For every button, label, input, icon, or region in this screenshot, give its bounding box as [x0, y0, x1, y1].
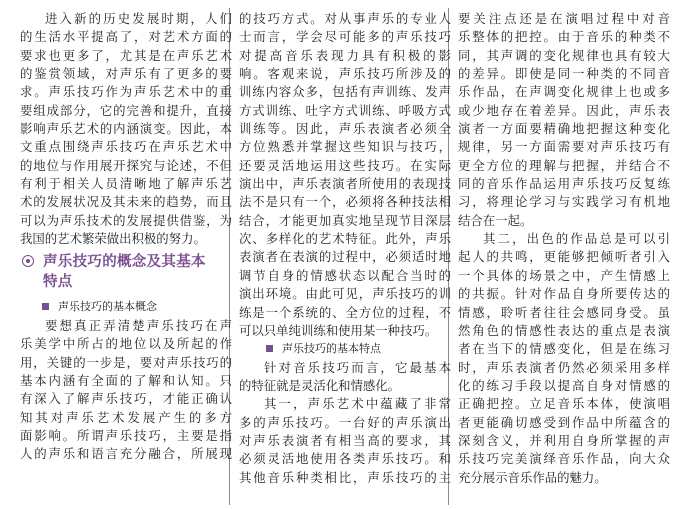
text-line: 有利于相关人员清晰地了解声乐艺 — [20, 176, 232, 192]
text-line: 结合在一起。 — [458, 212, 533, 228]
text-line: 可以为声乐技术的发展提供借鉴，为 — [20, 212, 232, 228]
square-bullet-icon — [42, 303, 49, 310]
text-line: 进入新的历史发展时期，人们 — [45, 11, 232, 26]
text-line: 正确把控。立足音乐本体，使演唱 — [458, 396, 670, 412]
first-feature-continued — [458, 10, 670, 230]
text-line: 响。客观来说，声乐技巧所涉及的 — [239, 66, 451, 82]
text-line: 文重点围绕声乐技巧在声乐艺术中 — [20, 139, 232, 155]
text-line: 时，声乐表演者仍然必须采用多样 — [458, 359, 670, 375]
text-line: 深刻含义，并利用自身所掌握的声 — [458, 432, 670, 448]
text-line: 乐美学中所占的地位以及所起的作 — [20, 336, 232, 352]
bullet-circle-icon — [22, 255, 34, 267]
technique-paragraph — [239, 10, 451, 340]
subheading — [239, 340, 451, 358]
intro-paragraph — [20, 10, 232, 248]
text-line: 方式训练、吐字方式训练、呼吸方式 — [239, 102, 451, 118]
text-line: 有深入了解声乐技巧，才能正确认 — [20, 391, 232, 407]
text-line: 乐技巧完美演绎音乐作品，向大众 — [458, 451, 670, 467]
text-line: 乐整体的把控。由于音乐的种类不 — [458, 29, 670, 45]
text-line: 面影响。所谓声乐技巧，主要是指 — [20, 427, 232, 443]
text-line: 化的练习手段以提高自身对情感的 — [458, 377, 670, 393]
text-line: 基本内涵有全面的了解和认知。只 — [20, 372, 232, 388]
text-line: 练是一个系统的、全方位的过程，不 — [239, 304, 451, 320]
text-line: 针对音乐技巧而言，它最基本 — [264, 359, 451, 375]
text-line: 乐作品，在声调变化规律上也或多 — [458, 84, 670, 100]
text-line: 训练等。因此，声乐表演者必须全 — [239, 121, 451, 137]
features-intro-paragraph — [239, 359, 451, 396]
text-line: 的共振。针对作品自身所要传达的 — [458, 286, 670, 302]
text-line: 还要灵活地运用这些技巧。在实际 — [239, 157, 451, 173]
column-3 — [458, 10, 670, 487]
text-line: 要关注点还是在演唱过程中对音 — [458, 11, 670, 26]
text-line: 的鉴赏领域，对声乐有了更多的要 — [20, 66, 232, 82]
text-line: 同，其声调的变化规律也具有较大 — [458, 47, 670, 63]
text-line: 求。声乐技巧作为声乐艺术中的重 — [20, 84, 232, 100]
text-line: 我国的艺术繁荣做出积极的努力。 — [20, 231, 206, 247]
text-line: 表演者在表演的过程中，必须适时地 — [239, 249, 451, 265]
subheading — [20, 298, 232, 316]
text-line: 人的声乐和语言充分融合，所展现 — [20, 446, 232, 462]
text-line: 知其对声乐艺术发展产生的多方 — [20, 409, 232, 425]
text-line: 可以只单纯训练和使用某一种技巧。 — [239, 322, 438, 338]
text-line: 要想真正弄清楚声乐技巧在声 — [45, 317, 232, 333]
text-line: 或少地存在着差异。因此，声乐表 — [458, 102, 670, 118]
text-line: 用，关键的一步是，要对声乐技巧的 — [20, 354, 232, 370]
text-line: 士而言，学会尽可能多的声乐技巧 — [239, 29, 451, 45]
text-line: 多的声乐技巧。一台好的声乐演出 — [239, 414, 451, 430]
text-line: 必须灵活地使用各类声乐技巧。和 — [239, 451, 451, 467]
text-line: 规律，另一方面需要对声乐技巧有 — [458, 139, 670, 155]
subheading-text: 声乐技巧的基本概念 — [58, 300, 157, 314]
text-line: 对提高音乐表现力具有积极的影 — [239, 47, 451, 63]
text-line: 的地位与作用展开探究与论述，不但 — [20, 157, 232, 173]
text-line: 其他音乐种类相比，声乐技巧的主 — [239, 469, 451, 485]
column-2 — [239, 10, 451, 487]
second-feature-paragraph — [458, 230, 670, 487]
text-line: 次、多样化的艺术特征。此外，声乐 — [239, 231, 451, 247]
text-line: 演出环境。由此可见，声乐技巧的训 — [239, 286, 451, 302]
text-line: 法不是只有一个，必须将各种技法相 — [239, 194, 451, 210]
text-line: 情感，聆听者往往会感同身受。虽 — [458, 304, 670, 320]
text-line: 更全方位的理解与把握，并结合不 — [458, 157, 670, 173]
text-line: 训练内容众多，包括有声训练、发声 — [239, 84, 451, 100]
text-line: 其一，声乐艺术中蕴藏了非常 — [264, 396, 451, 412]
text-line: 的差异。即使是同一种类的不同音 — [458, 66, 670, 82]
square-bullet-icon — [266, 345, 273, 352]
text-line: 要组成部分，它的完善和提升，直接 — [20, 102, 232, 118]
section-title-line: 特点 — [43, 274, 73, 291]
text-line: 的特征就是灵活化和情感化。 — [239, 377, 401, 393]
text-line: 者在当下的情感变化，但是在练习 — [458, 341, 670, 357]
text-line: 习，将理论学习与实践学习有机地 — [458, 194, 670, 210]
text-line: 演者一方面要精确地把握这种变化 — [458, 121, 670, 137]
subheading-text: 声乐技巧的基本特点 — [282, 342, 381, 356]
concept-paragraph — [20, 317, 232, 464]
text-line: 同的音乐作品运用声乐技巧反复练 — [458, 176, 670, 192]
text-line: 调节自身的情感状态以配合当时的 — [239, 267, 451, 283]
text-line: 术的发展状况及其未来的趋势，而且 — [20, 194, 232, 210]
section-heading — [20, 252, 232, 296]
column-1 — [20, 10, 232, 464]
text-line: 充分展示音乐作品的魅力。 — [458, 469, 607, 485]
text-line: 一个具体的场景之中，产生情感上 — [458, 267, 670, 283]
text-line: 影响声乐艺术的内涵演变。因此，本 — [20, 121, 232, 137]
text-line: 其二，出色的作品总是可以引 — [483, 231, 670, 247]
section-title-line: 声乐技巧的概念及其基本 — [43, 254, 206, 271]
text-line: 然角色的情感性表达的重点是表演 — [458, 322, 670, 338]
text-line: 演出中，声乐表演者所使用的表现技 — [239, 176, 451, 192]
first-feature-paragraph — [239, 395, 451, 487]
text-line: 方位熟悉并掌握这些知识与技巧， — [239, 139, 451, 155]
text-line: 起人的共鸣，更能够把倾听者引入 — [458, 249, 670, 265]
text-line: 结合，才能更加真实地呈现节目深层 — [239, 212, 451, 228]
text-line: 对声乐表演者有相当高的要求，其 — [239, 432, 451, 448]
text-line: 要求也更多了，尤其是在声乐艺术 — [20, 47, 232, 63]
text-line: 的生活水平提高了，对艺术方面的 — [20, 29, 232, 45]
text-line: 的技巧方式。对从事声乐的专业人 — [239, 11, 451, 26]
text-line: 者更能确切感受到作品中所蕴含的 — [458, 414, 670, 430]
